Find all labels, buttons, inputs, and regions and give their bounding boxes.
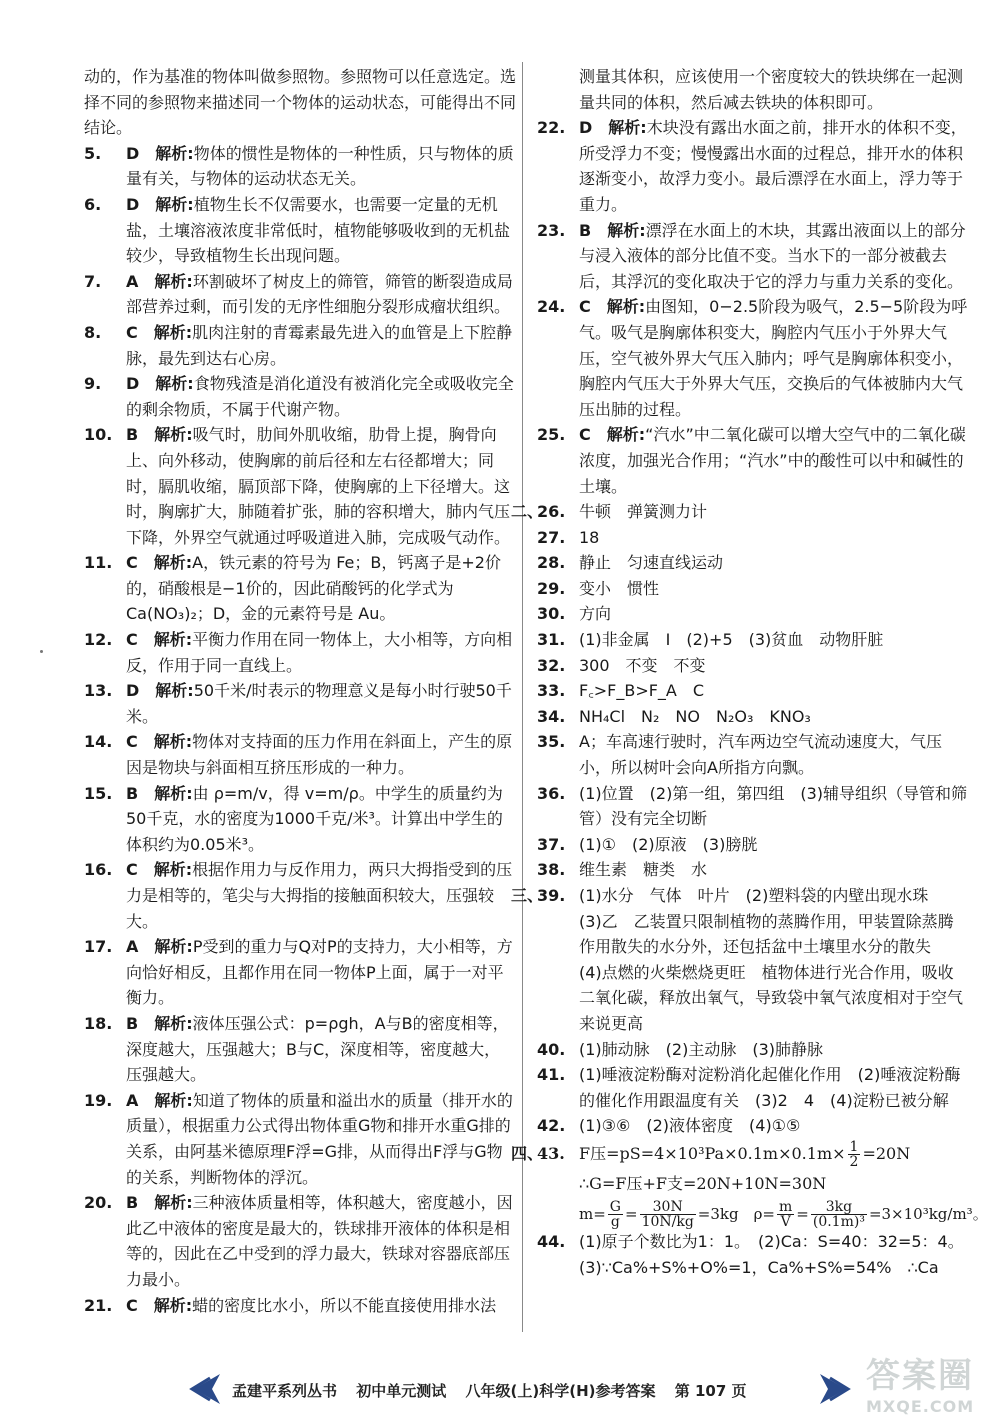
- explanation-label: 解析:: [155, 194, 194, 214]
- explanation-label: 解析:: [153, 630, 193, 650]
- question-number: 25.: [537, 425, 566, 445]
- question-number: 5.: [84, 143, 102, 163]
- calc-43: [511, 1138, 988, 1231]
- explanation-label: 解析:: [154, 1013, 193, 1033]
- explanation-text: (1)① (2)原液 (3)膀胱: [579, 834, 758, 854]
- explanation-label: 解析:: [153, 732, 193, 752]
- question-number: 24.: [537, 297, 566, 317]
- answer-item: [537, 1037, 969, 1063]
- answer-letter: D: [126, 143, 140, 163]
- fill-blank-list: [511, 499, 969, 883]
- question-number: 44.: [537, 1232, 566, 1252]
- section-four: [511, 1138, 988, 1281]
- explanation-text: 由图知，0−2.5阶段为吸气，2.5−5阶段为呼气。吸气是胸廓体积变大，胸腔内气压小于外界大气压，空气被外界大气压入肺内；呼气是胸廓体积变小，胸腔内气压大于外界大气压，交换后的气体被肺内大气压出肺的过程。: [579, 297, 968, 419]
- q44-line-1: (1)原子个数比为1：1。 (2)Ca：S=40：32=5：4。: [579, 1232, 964, 1252]
- calc-line-1: [579, 1139, 969, 1169]
- calc-line-3: [579, 1199, 988, 1231]
- explanation-label: 解析:: [155, 374, 194, 394]
- question-number: 30.: [537, 604, 566, 624]
- answer-item: [84, 627, 516, 678]
- question-number: 37.: [537, 834, 566, 854]
- question-number: 9.: [84, 374, 102, 394]
- question-number: 19.: [84, 1090, 113, 1110]
- answer-item: [537, 601, 969, 627]
- intro-paragraph: 动的，作为基准的物体叫做参照物。参照物可以任意选定。选择不同的参照物来描述同一个物体的运动状态，可能得出不同结论。: [84, 67, 517, 138]
- footer-text: [232, 1380, 760, 1401]
- calc-text: =: [796, 1204, 809, 1223]
- explanation-label: 解析:: [153, 1295, 193, 1315]
- explanation-text: 50千米/时表示的物理意义是每小时行驶50千米。: [126, 681, 512, 726]
- answer-letter: A: [126, 271, 139, 291]
- question-number: 21.: [84, 1295, 113, 1315]
- explanation-text: 肌肉注射的青霉素最先进入的血管是上下腔静脉，最先到达右心房。: [126, 322, 513, 368]
- question-number: 27.: [537, 527, 566, 547]
- answer-item: [84, 192, 516, 269]
- chevron-left-icon: [186, 1372, 226, 1410]
- frac-bottom: (0.1m)³: [812, 1214, 865, 1231]
- answer-letter: C: [126, 630, 138, 650]
- answer-item: [84, 141, 516, 192]
- question-number: 35.: [537, 732, 566, 752]
- explanation-text: A，铁元素的符号为 Fe；B，钙离子是+2价的，硝酸根是−1价的，因此硝酸钙的化学式为 Ca(NO₃)₂；D，金的元素符号是 Au。: [126, 553, 501, 624]
- answer-item: [84, 1088, 516, 1190]
- explanation-text: (1)非金属 I (2)+5 (3)贫血 动物肝脏: [579, 630, 884, 650]
- answer-line: (4)点燃的火柴燃烧更旺 植物体进行光合作用，吸收二氧化碳，释放出氧气，导致袋中氧气浓度相对于空气来说更高: [579, 962, 964, 1033]
- calc-text: =3×10³kg/m³。: [868, 1204, 988, 1223]
- explanation-text: 牛顿 弹簧测力计: [579, 502, 708, 522]
- question-number: 7.: [84, 271, 102, 291]
- answer-item: [537, 550, 969, 576]
- question-number: 28.: [537, 553, 566, 573]
- watermark-url: MXQE.COM: [866, 1397, 975, 1416]
- left-column: [84, 64, 516, 1318]
- question-number: 16.: [84, 860, 113, 880]
- frac-top: 1: [849, 1138, 859, 1155]
- question-number: 22.: [537, 118, 566, 138]
- explanation-label: 解析:: [607, 220, 646, 240]
- answer-item: [84, 729, 516, 780]
- watermark-title: 答案圈: [866, 1356, 974, 1396]
- question-number: 26.: [537, 502, 566, 522]
- answer-line: (1)唾液淀粉酶对淀粉消化起催化作用 (2)唾液淀粉酶的催化作用跟温度有关 (3)2 4 (4)淀粉已被分解: [579, 1065, 961, 1110]
- explanation-label: 解析:: [153, 860, 193, 880]
- explanation-text: 植物生长不仅需要水，也需要一定量的无机盐，土壤溶液浓度非常低时，植物能够吸收到的无机盐较少，导致植物生长出现问题。: [126, 194, 511, 266]
- explanation-label: 解析:: [606, 425, 646, 445]
- question-number: 36.: [537, 783, 566, 803]
- fraction: [811, 1200, 867, 1229]
- explanation-text: 物体对支持面的压力作用在斜面上，产生的原因是物块与斜面相互挤压形成的一种力。: [126, 732, 513, 778]
- answer-letter: C: [579, 297, 591, 317]
- answer-line: (1)水分 气体 叶片 (2)塑料袋的内壁出现水珠: [579, 886, 929, 905]
- question-number: 14.: [84, 732, 113, 752]
- question-number: 29.: [537, 578, 566, 598]
- answer-letter: B: [126, 425, 139, 445]
- explanation-label: 解析:: [154, 271, 193, 291]
- explanation-label: 解析:: [154, 1090, 193, 1110]
- answer-item: [537, 115, 969, 217]
- frac-top: 3kg: [811, 1200, 867, 1215]
- explanation-text: 由 ρ=m/v，得 v=m/ρ。中学生的质量约为50千克，水的密度为1000千克/米³。计算出中学生的体积约为0.05米³。: [126, 783, 503, 854]
- fraction: [777, 1200, 794, 1229]
- answer-item: [511, 499, 969, 525]
- question-number: 33.: [537, 681, 566, 701]
- question-number: 10.: [84, 425, 113, 445]
- explanation-text: (1)位置 (2)第一组，第四组 (3)辅导组织（导管和筛管）没有完全切断: [579, 783, 967, 829]
- answer-line: (3)乙 乙装置只限制植物的蒸腾作用，甲装置除蒸腾作用散失的水分外，还包括盆中土壤里水分的散失: [579, 911, 954, 957]
- frac-bottom: 2: [849, 1153, 859, 1170]
- answer-item: [537, 1113, 969, 1139]
- explanation-label: 解析:: [155, 681, 194, 701]
- answer-item: [537, 218, 969, 295]
- answer-letter: A: [126, 1090, 139, 1110]
- explanation-label: 解析:: [154, 937, 193, 957]
- explanation-label: 解析:: [154, 425, 193, 445]
- explanation-text: F꜀>F_B>F_A C: [579, 681, 705, 701]
- explanation-label: 解析:: [154, 1193, 193, 1213]
- question-number: 8.: [84, 322, 102, 342]
- answer-item: [537, 832, 969, 858]
- answer-item: [511, 883, 969, 1037]
- answer-item: [537, 525, 969, 551]
- question-number: 38.: [537, 860, 566, 880]
- section-three: [511, 883, 969, 1139]
- answer-item: [84, 269, 516, 320]
- answer-letter: D: [126, 374, 140, 394]
- question-number: 42.: [537, 1116, 566, 1136]
- explanation-text: 木块没有露出水面之前，排开水的体积不变，所受浮力不变；慢慢露出水面的过程总，排开水的体积逐渐变小，故浮力变小。最后漂浮在水面上，浮力等于重力。: [579, 118, 967, 214]
- answer-item: [537, 704, 969, 730]
- explanation-text: 平衡力作用在同一物体上，大小相等，方向相反，作用于同一直线上。: [126, 630, 513, 675]
- q44-line-2: (3)∵Ca%+S%+O%=1，Ca%+S%=54% ∴Ca: [579, 1258, 939, 1278]
- frac-bottom: V: [780, 1214, 791, 1231]
- section-label: 四、: [511, 1143, 544, 1163]
- question-number: 18.: [84, 1013, 113, 1033]
- question-number: 6.: [84, 194, 102, 214]
- question-number: 15.: [84, 783, 113, 803]
- question-number: 11.: [84, 553, 113, 573]
- chevron-right-icon: [814, 1372, 854, 1410]
- explanation-label: 解析:: [154, 783, 193, 803]
- answer-item: [537, 729, 969, 780]
- calc-text: =20N: [862, 1143, 911, 1163]
- section-label: 二、: [511, 502, 544, 522]
- answer-item: [84, 1293, 516, 1319]
- calc-text: F压=pS=4×10³Pa×0.1m×0.1m×: [579, 1143, 846, 1163]
- calc-44: [537, 1229, 969, 1280]
- answer-item: [537, 294, 969, 422]
- continuation-paragraph: 测量其体积，应该使用一个密度较大的铁块绑在一起测量共同的体积，然后减去铁块的体积即可。: [579, 67, 964, 112]
- right-column: [511, 64, 988, 1281]
- explanation-text: 静止 匀速直线运动: [579, 553, 724, 573]
- answer-item: [537, 678, 969, 704]
- explanation-text: 物体的惯性是物体的一种性质，只与物体的质量有关，与物体的运动状态无关。: [126, 143, 514, 189]
- frac-top: G: [609, 1199, 621, 1216]
- explanation-text: 吸气时，肋间外肌收缩，肋骨上提，胸骨向上、向外移动，使胸廓的前后径和左右径都增大；同时，膈肌收缩，膈顶部下降，使胸廓的上下径增大。这时，胸廓扩大，肺随着扩张，肺的容积增大，肺内气压下降，外界空气就通过呼吸道进入肺，完成吸气动作。: [126, 425, 511, 547]
- right-answer-list: [537, 115, 969, 499]
- answer-item: [537, 781, 969, 832]
- answer-item: [84, 781, 516, 858]
- question-number: 41.: [537, 1065, 566, 1085]
- answer-letter: D: [126, 681, 140, 701]
- explanation-text: A；车高速行驶时，汽车两边空气流动速度大，气压小，所以树叶会向A所指方向飘。: [579, 732, 942, 778]
- book-name: 初中单元测试: [356, 1382, 447, 1400]
- answer-letter: C: [126, 553, 138, 573]
- watermark-logo: [866, 1348, 992, 1414]
- answer-item: [537, 627, 969, 653]
- answer-letter: B: [126, 1013, 139, 1033]
- frac-bottom: g: [610, 1214, 620, 1231]
- explanation-label: 解析:: [155, 143, 194, 163]
- question-number: 31.: [537, 630, 566, 650]
- explanation-text: 环割破坏了树皮上的筛管，筛管的断裂造成局部营养过剩，而引发的无序性细胞分裂形成瘤状组织。: [126, 271, 513, 317]
- answer-letter: D: [579, 118, 593, 138]
- explanation-text: 300 不变 不变: [579, 655, 706, 675]
- fraction: [640, 1200, 696, 1229]
- grade-subject: 八年级(上)科学(H)参考答案: [465, 1382, 656, 1400]
- fraction: [608, 1200, 623, 1229]
- explanation-text: 知道了物体的质量和溢出水的质量（排开水的质量），根据重力公式得出物体重G物和排开水重G排的关系，由阿基米德原理F浮=G排，从而得出F浮与G物的关系，判断物体的浮沉。: [126, 1090, 513, 1187]
- frac-bottom: 10N/kg: [641, 1214, 694, 1231]
- section-label: 三、: [511, 886, 544, 905]
- explanation-text: 三种液体质量相等，体积越大，密度越小，因此乙中液体的密度是最大的，铁球排开液体的体积是相等的，因此在乙中受到的浮力最大，铁球对容器底部压力最小。: [126, 1193, 513, 1289]
- question-number: 20.: [84, 1193, 113, 1213]
- series-name: 孟建平系列丛书: [232, 1382, 338, 1400]
- question-number: 32.: [537, 655, 566, 675]
- answer-letter: D: [126, 194, 140, 214]
- question-number: 17.: [84, 937, 113, 957]
- answer-line: (1)③⑥ (2)液体密度 (4)①⑤: [579, 1116, 801, 1136]
- explanation-text: “汽水”中二氧化碳可以增大空气中的二氧化碳浓度，加强光合作用；“汽水”中的酸性可以中和碱性的土壤。: [579, 425, 966, 496]
- answer-letter: C: [126, 322, 138, 342]
- answer-item: [84, 1190, 516, 1292]
- explanation-text: 根据作用力与反作用力，两只大拇指受到的压力是相等的，笔尖与大拇指的接触面积较大，压强较大。: [126, 860, 513, 931]
- explanation-text: 食物残渣是消化道没有被消化完全或吸收完全的剩余物质，不属于代谢产物。: [126, 374, 514, 419]
- answer-letter: C: [126, 860, 138, 880]
- scan-speck: [40, 650, 43, 653]
- explanation-label: 解析:: [153, 553, 193, 573]
- fraction: [848, 1140, 861, 1169]
- question-number: 13.: [84, 681, 113, 701]
- question-number: 40.: [537, 1039, 566, 1059]
- answer-item: [84, 1011, 516, 1088]
- explanation-label: 解析:: [608, 118, 647, 138]
- explanation-text: P受到的重力与Q对P的支持力，大小相等，方向恰好相反，且都作用在同一物体P上面，属于一对平衡力。: [126, 937, 513, 1008]
- answer-item: [537, 422, 969, 499]
- experiment-list: [511, 883, 969, 1139]
- answer-item: [84, 371, 516, 422]
- answer-item: [84, 550, 516, 627]
- question-number: 23.: [537, 220, 566, 240]
- frac-top: 30N: [640, 1200, 696, 1215]
- explanation-text: 变小 惯性: [579, 578, 660, 598]
- calc-text: =3kg ρ=: [697, 1204, 775, 1223]
- calc-text: =: [624, 1204, 638, 1223]
- answer-letter: C: [126, 732, 138, 752]
- page-number: 第 107 页: [674, 1382, 747, 1400]
- page-footer: [0, 1370, 1000, 1410]
- explanation-text: 液体压强公式：p=ρgh，A与B的密度相等，深度越大，压强越大；B与C，深度相等，密度越大，压强越大。: [126, 1013, 509, 1085]
- answer-letter: B: [579, 220, 592, 240]
- answer-letter: A: [126, 937, 139, 957]
- explanation-text: 漂浮在水面上的木块，其露出液面以上的部分与浸入液体的部分比值不变。当水下的一部分被截去后，其浮沉的变化取决于它的浮力与重力关系的变化。: [579, 220, 966, 291]
- question-number: 39.: [537, 886, 566, 905]
- question-number: 43.: [537, 1143, 565, 1163]
- answer-item: [84, 320, 516, 371]
- answer-item: [84, 857, 516, 934]
- question-number: 34.: [537, 706, 566, 726]
- answer-item: [84, 934, 516, 1011]
- answer-line: (1)肺动脉 (2)主动脉 (3)肺静脉: [579, 1039, 823, 1059]
- answer-item: [537, 576, 969, 602]
- frac-top: m: [779, 1199, 793, 1216]
- explanation-text: 方向: [579, 604, 612, 624]
- question-number: 12.: [84, 630, 113, 650]
- answer-letter: B: [126, 1193, 139, 1213]
- calc-text: m=: [579, 1204, 606, 1223]
- answer-letter: B: [126, 783, 139, 803]
- explanation-label: 解析:: [153, 322, 193, 342]
- explanation-text: 18: [579, 527, 600, 547]
- answer-item: [84, 422, 516, 550]
- section-two: [511, 499, 969, 883]
- explanation-text: NH₄Cl N₂ NO N₂O₃ KNO₃: [579, 706, 811, 726]
- answer-item: [537, 653, 969, 679]
- answer-item: [537, 857, 969, 883]
- explanation-label: 解析:: [606, 297, 646, 317]
- answer-item: [84, 678, 516, 729]
- calc-line-2: ∴G=F压+F支=20N+10N=30N: [579, 1173, 827, 1193]
- left-answer-list: [84, 141, 516, 1318]
- answer-item: [537, 1062, 969, 1113]
- answer-letter: C: [579, 425, 591, 445]
- answer-letter: C: [126, 1295, 138, 1315]
- explanation-text: 蜡的密度比水小，所以不能直接使用排水法: [192, 1295, 497, 1315]
- explanation-text: 维生素 糖类 水: [579, 860, 708, 880]
